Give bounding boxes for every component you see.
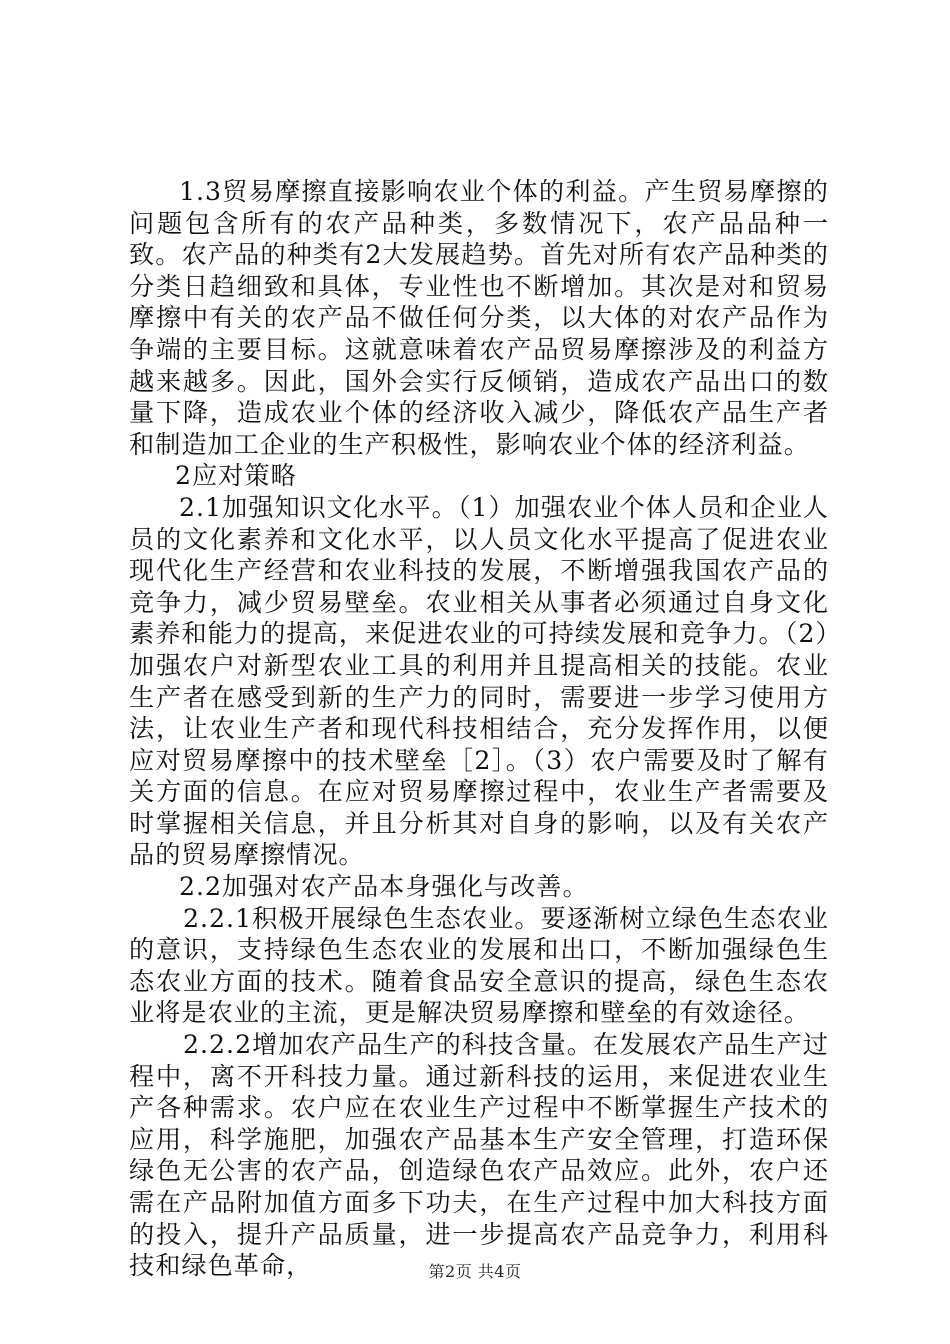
paragraph-2-2: 2.2加强对农产品本身强化与改善。 [179,872,589,902]
paragraph-2-2-1: 2.2.1积极开展绿色生态农业。要逐渐树立绿色生态农业的意识，支持绿色生态农业的发展和出口，不断加强绿色生态农业方面的技术。随着食品安全意识的提高，绿色生态农业将是农业的主流，更是解决贸易摩擦和壁垒的有效途径。 [129,903,829,1028]
page-number-footer: 第2页 共4页 [428,1262,522,1281]
paragraph-1-3: 1.3贸易摩擦直接影响农业个体的利益。产生贸易摩擦的问题包含所有的农产品种类，多数情况下，农产品品种一致。农产品的种类有2大发展趋势。首先对所有农产品种类的分类日趋细致和具体，专业性也不断增加。其次是对和贸易摩擦中有关的农产品不做任何分类，以大体的对农产品作为争端的主要目标。这就意味着农产品贸易摩擦涉及的利益方越来越多。因此，国外会实行反倾销，造成农产品出口的数量下降，造成农业个体的经济收入减少，降低农产品生产者和制造加工企业的生产积极性，影响农业个体的经济利益。 [129,177,829,459]
paragraph-2-2-2: 2.2.2增加农产品生产的科技含量。在发展农产品生产过程中，离不开科技力量。通过新科技的运用，来促进农业生产各种需求。农户应在农业生产过程中不断掌握生产技术的应用，科学施肥，加强农产品基本生产安全管理，打造环保绿色无公害的农产品，创造绿色农产品效应。此外，农户还需在产品附加值方面多下功夫，在生产过程中加大科技方面的投入，提升产品质量，进一步提高农产品竞争力，利用科技和绿色革命， [129,1030,829,1281]
section-heading-2: 2应对策略 [175,461,297,491]
document-body [129,176,829,1282]
paragraph-2-1: 2.1加强知识文化水平。（1）加强农业个体人员和企业人员的文化素养和文化水平，以人员文化水平提高了促进农业现代化生产经营和农业科技的发展，不断增强我国农产品的竞争力，减少贸易壁垒。农业相关从事者必须通过自身文化素养和能力的提高，来促进农业的可持续发展和竞争力。（2）加强农户对新型农业工具的利用并且提高相关的技能。农业生产者在感受到新的生产力的同时，需要进一步学习使用方法，让农业生产者和现代科技相结合，充分发挥作用，以便应对贸易摩擦中的技术壁垒［2］。（3）农户需要及时了解有关方面的信息。在应对贸易摩擦过程中，农业生产者需要及时掌握相关信息，并且分析其对自身的影响，以及有关农产品的贸易摩擦情况。 [129,492,829,870]
